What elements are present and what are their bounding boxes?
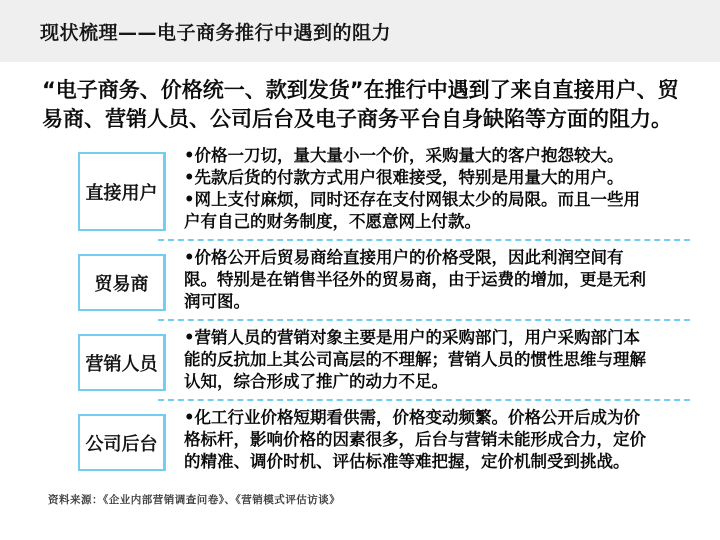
source-note: 资料来源：《企业内部营销调查问卷》、《营销模式评估访谈》	[48, 494, 341, 506]
bullet-item: •先款后货的付款方式用户很难接受，特别是用量大的用户。	[184, 168, 624, 187]
row-label-box	[78, 254, 166, 311]
slide-header	[0, 0, 720, 62]
resistance-row	[78, 244, 690, 316]
bullet-item: •价格一刀切，量大量小一个价，采购量大的客户抱怨较大。	[184, 146, 624, 165]
row-label-box	[78, 152, 166, 231]
dashed-separator	[158, 239, 690, 241]
row-label: 直接用户	[85, 182, 158, 204]
bullet-item: •网上支付麻烦，同时还存在支付网银太少的局限。而且一些用户有自己的财务制度，不愿意网上付款。	[184, 190, 641, 231]
bullet-item: •营销人员的营销对象主要是用户的采购部门，用户采购部门本能的反抗加上其公司高层的不理解；营销人员的惯性思维与理解认知，综合形成了推广的动力不足。	[184, 328, 646, 391]
row-label: 营销人员	[85, 353, 158, 375]
bullet-item: •化工行业价格短期看供需，价格变动频繁。价格公开后成为价格标杆，影响价格的因素很多，后台与营销未能形成合力，定价的精准、调价时机、评估标准等难把握，定价机制受到挑战。	[184, 408, 646, 471]
resistance-rows	[78, 142, 690, 476]
dashed-separator	[158, 319, 690, 321]
page-title: 现状梳理——电子商务推行中遇到的阻力	[40, 21, 392, 44]
row-label: 贸易商	[94, 273, 149, 295]
resistance-row	[78, 404, 690, 476]
row-bullets	[184, 145, 648, 233]
row-label-box	[78, 414, 166, 471]
row-bullets	[184, 327, 648, 393]
row-bullets	[184, 247, 648, 313]
intro-paragraph: “电子商务、价格统一、款到发货”在推行中遇到了来自直接用户、贸易商、营销人员、公司后台及电子商务平台自身缺陷等方面的阻力。	[42, 78, 679, 131]
dashed-separator	[158, 399, 690, 401]
bullet-item: •价格公开后贸易商给直接用户的价格受限，因此利润空间有限。特别是在销售半径外的贸易商，由于运费的增加，更是无利润可图。	[184, 248, 646, 311]
row-label-box	[78, 334, 166, 391]
row-bullets	[184, 407, 648, 473]
resistance-row	[78, 142, 690, 236]
resistance-row	[78, 324, 690, 396]
row-label: 公司后台	[85, 433, 158, 455]
